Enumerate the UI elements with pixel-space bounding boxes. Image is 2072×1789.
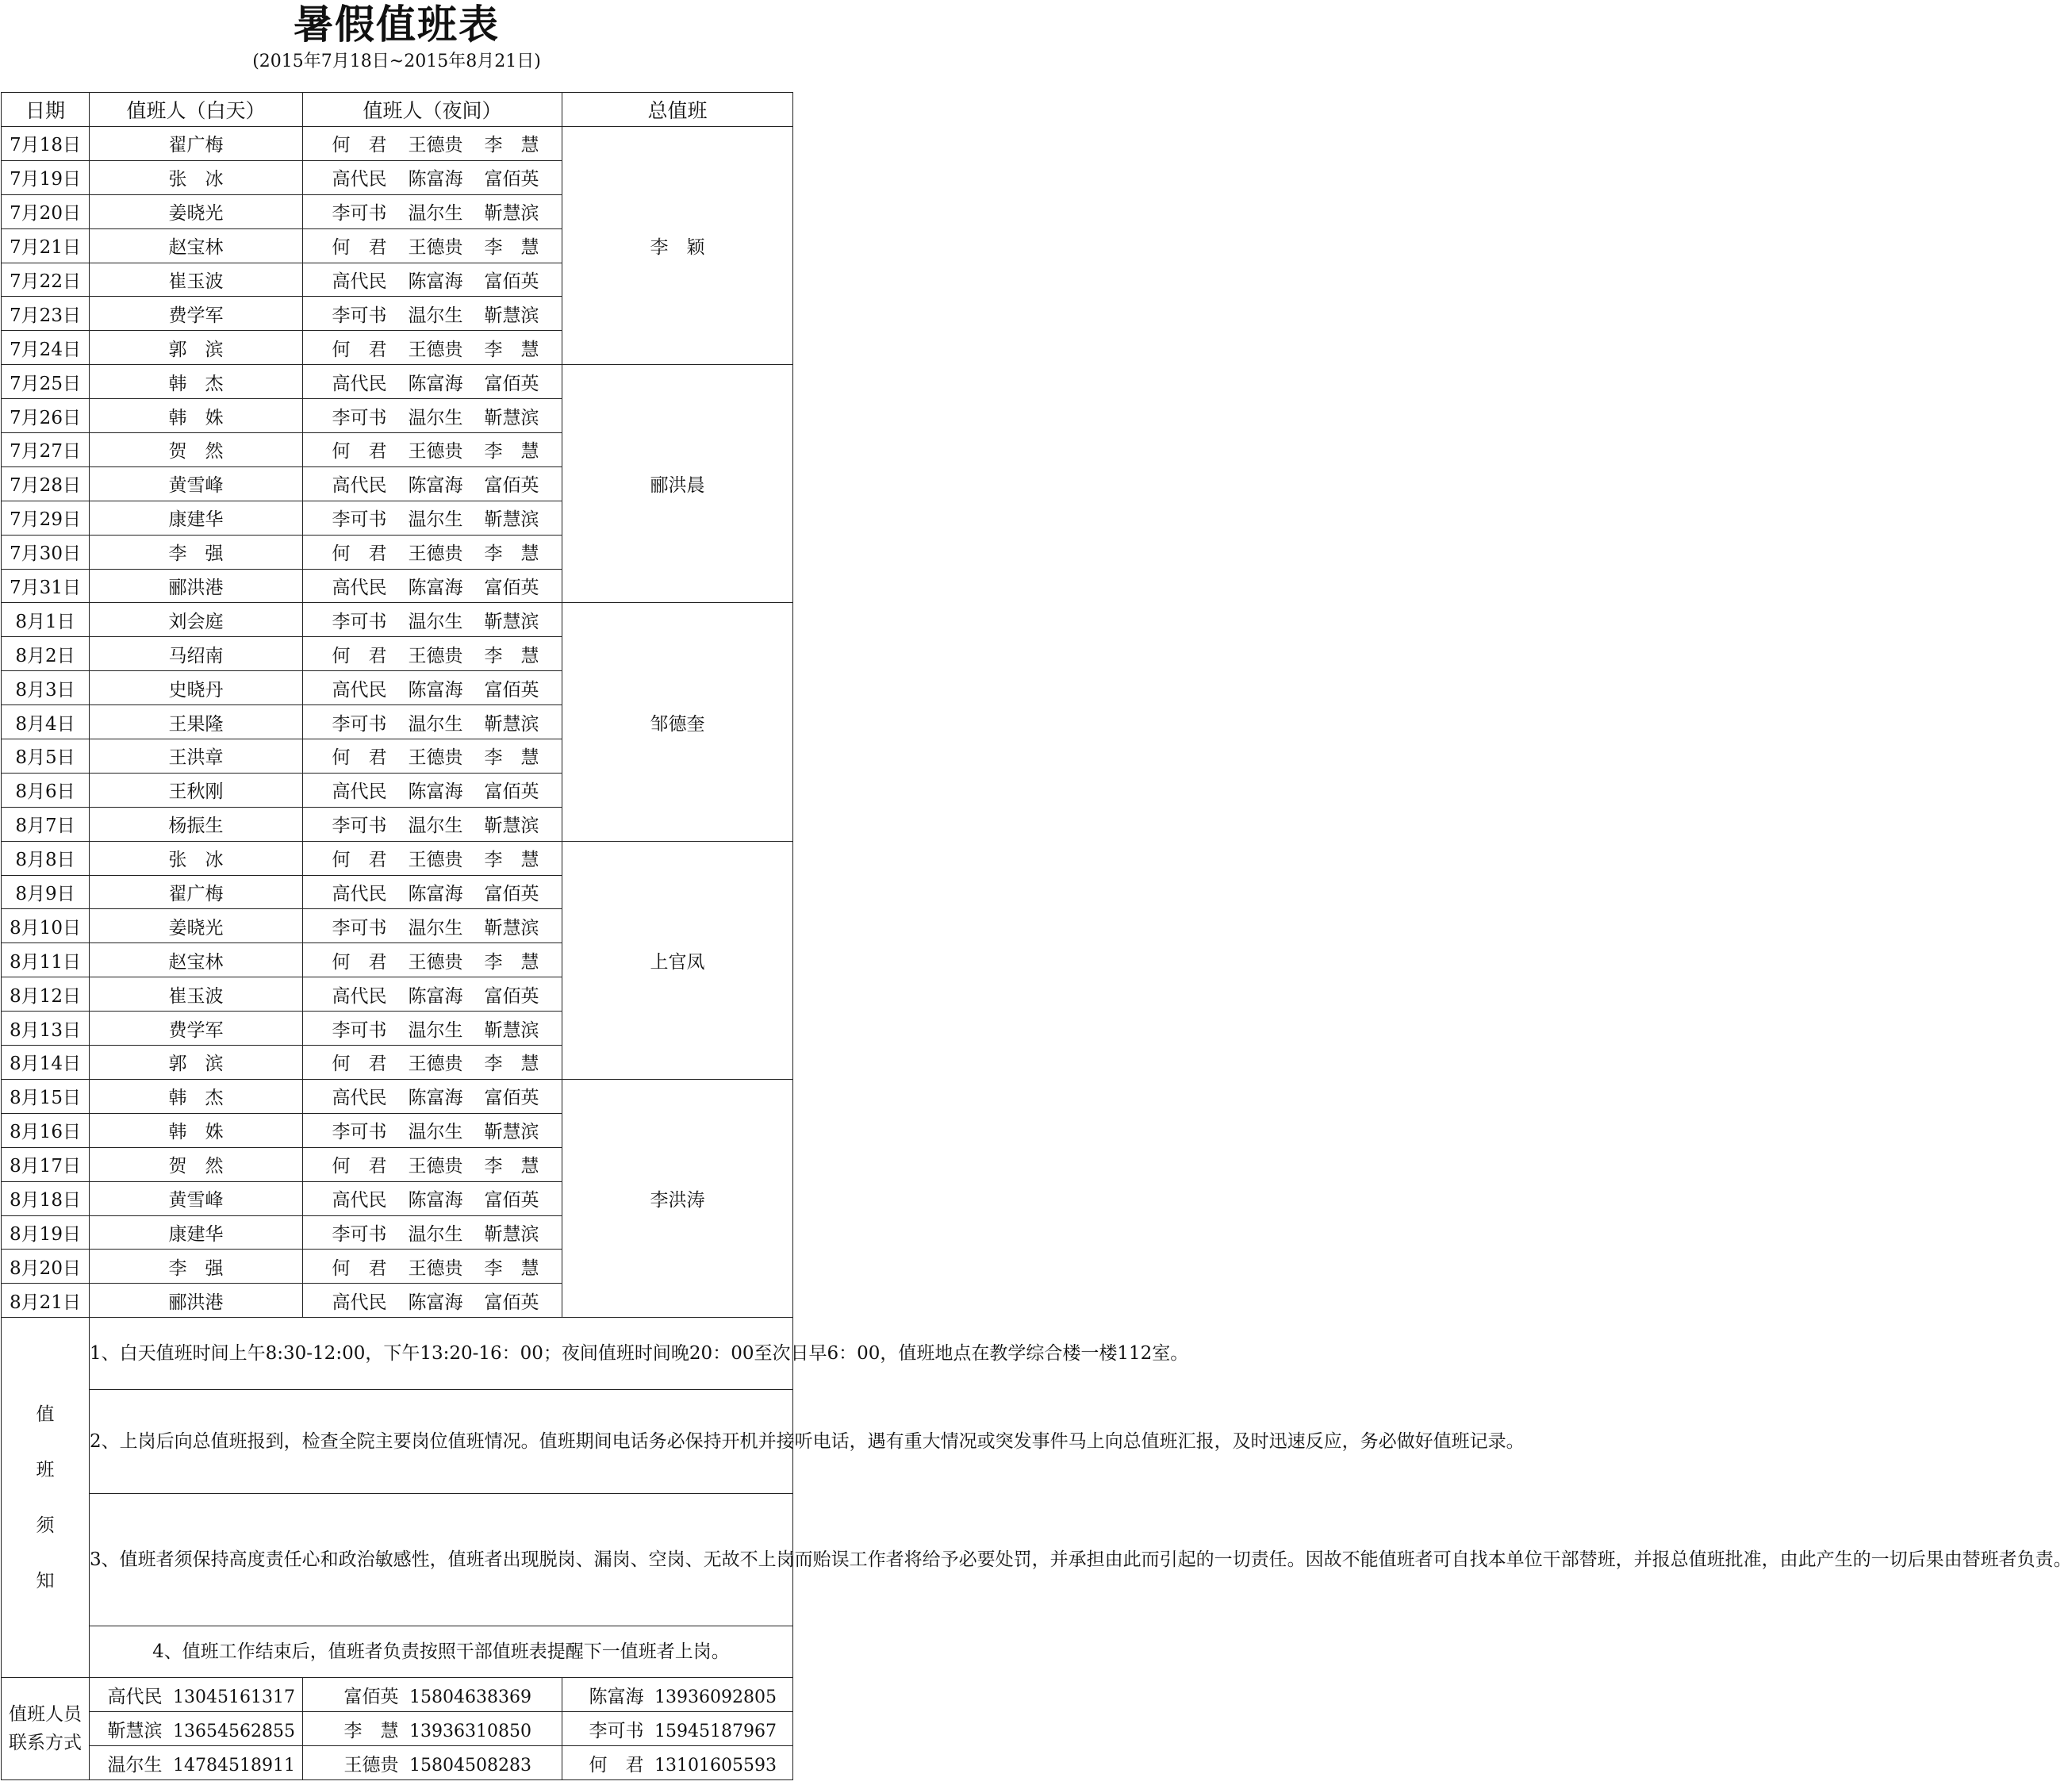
night-duty-person: 陈富海 [408, 373, 463, 394]
contact-name: 李可书 [589, 1720, 644, 1741]
duty-date: 7月26日 [2, 399, 90, 433]
night-duty-cell [303, 1284, 562, 1318]
night-duty-cell [303, 160, 562, 194]
duty-date: 7月27日 [2, 433, 90, 467]
night-duty-person: 何 君 [332, 747, 387, 769]
night-duty-person: 温尔生 [408, 611, 463, 632]
night-duty-person: 富佰英 [484, 475, 539, 497]
night-duty-cell [303, 399, 562, 433]
header-chief-duty: 总值班 [562, 93, 793, 127]
roster-row [2, 127, 793, 161]
night-duty-person: 高代民 [332, 169, 387, 190]
night-duty-person: 靳慧滨 [484, 305, 539, 326]
night-duty-person: 何 君 [332, 951, 387, 973]
night-duty-person: 李可书 [332, 407, 387, 428]
day-duty-person: 王洪章 [90, 739, 303, 774]
night-duty-person: 温尔生 [408, 1122, 463, 1143]
night-duty-person: 温尔生 [408, 203, 463, 225]
date-range-subtitle: (2015年7月18日~2015年8月21日) [252, 52, 541, 71]
night-duty-person: 李可书 [332, 917, 387, 939]
night-duty-person: 李可书 [332, 1019, 387, 1041]
day-duty-person: 郭 滨 [90, 1046, 303, 1080]
night-duty-person: 李 慧 [484, 747, 539, 769]
night-duty-person: 靳慧滨 [484, 611, 539, 632]
duty-date: 7月31日 [2, 569, 90, 603]
day-duty-person: 韩 姝 [90, 1113, 303, 1147]
night-duty-person: 靳慧滨 [484, 713, 539, 735]
duty-date: 7月20日 [2, 194, 90, 228]
night-duty-cell [303, 127, 562, 161]
night-duty-person: 何 君 [332, 543, 387, 565]
night-duty-person: 李可书 [332, 816, 387, 837]
night-duty-person: 李可书 [332, 611, 387, 632]
night-duty-person: 靳慧滨 [484, 203, 539, 225]
day-duty-person: 赵宝林 [90, 943, 303, 977]
night-duty-person: 王德贵 [408, 645, 463, 666]
night-duty-person: 王德贵 [408, 747, 463, 769]
day-duty-person: 韩 姝 [90, 399, 303, 433]
night-duty-cell [303, 466, 562, 501]
night-duty-person: 陈富海 [408, 1088, 463, 1109]
contact-cell [303, 1678, 562, 1712]
roster-row [2, 841, 793, 875]
note-item-2: 2、上岗后向总值班报到，检查全院主要岗位值班情况。值班期间电话务必保持开机并接听电话，遇有重大情况或突发事件马上向总值班汇报，及时迅速反应，务必做好值班记录。 [90, 1390, 793, 1494]
night-duty-person: 富佰英 [484, 373, 539, 394]
day-duty-person: 马绍南 [90, 637, 303, 671]
night-duty-cell [303, 1147, 562, 1181]
notes-title [2, 1318, 90, 1678]
night-duty-person: 李 慧 [484, 1156, 539, 1177]
night-duty-person: 王德贵 [408, 339, 463, 360]
chief-duty-person: 李洪涛 [562, 1079, 793, 1317]
notes-row [2, 1626, 793, 1678]
night-duty-person: 王德贵 [408, 1054, 463, 1075]
night-duty-person: 高代民 [332, 1088, 387, 1109]
duty-date: 7月28日 [2, 466, 90, 501]
night-duty-person: 陈富海 [408, 781, 463, 803]
night-duty-person: 王德贵 [408, 1156, 463, 1177]
night-duty-person: 何 君 [332, 645, 387, 666]
duty-date: 8月6日 [2, 773, 90, 807]
notes-title-char: 知 [36, 1570, 55, 1591]
day-duty-person: 贺 然 [90, 1147, 303, 1181]
day-duty-person: 康建华 [90, 501, 303, 535]
night-duty-person: 靳慧滨 [484, 509, 539, 531]
duty-date: 8月15日 [2, 1079, 90, 1113]
contact-phone: 13936092805 [654, 1687, 777, 1707]
header-row [2, 93, 793, 127]
night-duty-cell [303, 977, 562, 1012]
notes-row [2, 1318, 793, 1390]
header-date: 日期 [2, 93, 90, 127]
contact-cell [90, 1712, 303, 1746]
night-duty-person: 李 慧 [484, 1257, 539, 1279]
night-duty-person: 高代民 [332, 578, 387, 599]
day-duty-person: 费学军 [90, 297, 303, 331]
duty-date: 7月23日 [2, 297, 90, 331]
contact-name: 何 君 [589, 1754, 644, 1776]
duty-date: 8月1日 [2, 603, 90, 637]
duty-date: 8月18日 [2, 1181, 90, 1215]
duty-date: 7月22日 [2, 263, 90, 297]
night-duty-person: 靳慧滨 [484, 1019, 539, 1041]
contact-row [2, 1712, 793, 1746]
night-duty-person: 李 慧 [484, 1054, 539, 1075]
duty-date: 8月12日 [2, 977, 90, 1012]
night-duty-person: 温尔生 [408, 305, 463, 326]
night-duty-person: 何 君 [332, 1054, 387, 1075]
page-title: 暑假值班表 [294, 2, 500, 48]
day-duty-person: 刘会庭 [90, 603, 303, 637]
night-duty-person: 高代民 [332, 373, 387, 394]
day-duty-person: 姜晓光 [90, 194, 303, 228]
night-duty-person: 李可书 [332, 305, 387, 326]
night-duty-cell [303, 1079, 562, 1113]
duty-date: 8月8日 [2, 841, 90, 875]
day-duty-person: 韩 杰 [90, 1079, 303, 1113]
chief-duty-person: 李 颖 [562, 127, 793, 365]
night-duty-person: 高代民 [332, 1190, 387, 1211]
day-duty-person: 姜晓光 [90, 909, 303, 943]
night-duty-cell [303, 1046, 562, 1080]
night-duty-person: 何 君 [332, 850, 387, 871]
duty-roster-table [1, 92, 2072, 1780]
contact-cell [303, 1712, 562, 1746]
contacts-section [2, 1678, 793, 1780]
night-duty-person: 何 君 [332, 339, 387, 360]
night-duty-cell [303, 739, 562, 774]
night-duty-cell [303, 807, 562, 841]
note-item-1: 1、白天值班时间上午8:30-12:00，下午13:20-16：00；夜间值班时间晚20：00至次日早6：00，值班地点在教学综合楼一楼112室。 [90, 1318, 793, 1390]
night-duty-cell [303, 671, 562, 705]
night-duty-person: 王德贵 [408, 850, 463, 871]
night-duty-person: 高代民 [332, 781, 387, 803]
chief-duty-person: 上官凤 [562, 841, 793, 1079]
night-duty-person: 靳慧滨 [484, 1223, 539, 1245]
duty-date: 8月4日 [2, 705, 90, 739]
night-duty-cell [303, 841, 562, 875]
duty-date: 8月11日 [2, 943, 90, 977]
night-duty-person: 富佰英 [484, 679, 539, 701]
contact-cell [90, 1678, 303, 1712]
night-duty-cell [303, 1012, 562, 1046]
night-duty-person: 温尔生 [408, 407, 463, 428]
night-duty-cell [303, 909, 562, 943]
duty-date: 8月19日 [2, 1215, 90, 1250]
night-duty-person: 李可书 [332, 1122, 387, 1143]
night-duty-person: 靳慧滨 [484, 407, 539, 428]
night-duty-person: 陈富海 [408, 679, 463, 701]
note-item-3: 3、值班者须保持高度责任心和政治敏感性，值班者出现脱岗、漏岗、空岗、无故不上岗而贻误工作者将给予必要处罚，并承担由此而引起的一切责任。因故不能值班者可自找本单位干部替班，并报总值班批准，由此产生的一切后果由替班者负责。 [90, 1494, 793, 1626]
night-duty-person: 靳慧滨 [484, 917, 539, 939]
night-duty-person: 富佰英 [484, 578, 539, 599]
night-duty-cell [303, 1181, 562, 1215]
night-duty-person: 温尔生 [408, 816, 463, 837]
day-duty-person: 张 冰 [90, 841, 303, 875]
day-duty-person: 翟广梅 [90, 875, 303, 909]
day-duty-person: 费学军 [90, 1012, 303, 1046]
duty-date: 8月10日 [2, 909, 90, 943]
night-duty-person: 高代民 [332, 985, 387, 1007]
night-duty-person: 李 慧 [484, 237, 539, 259]
duty-date: 8月14日 [2, 1046, 90, 1080]
roster-row [2, 1079, 793, 1113]
night-duty-cell [303, 501, 562, 535]
night-duty-person: 富佰英 [484, 1190, 539, 1211]
contact-phone: 15945187967 [654, 1721, 777, 1741]
night-duty-person: 何 君 [332, 441, 387, 463]
night-duty-person: 李 慧 [484, 339, 539, 360]
duty-date: 8月20日 [2, 1250, 90, 1284]
notes-section [2, 1318, 2072, 1678]
night-duty-person: 李可书 [332, 203, 387, 225]
night-duty-person: 高代民 [332, 1292, 387, 1313]
night-duty-person: 李可书 [332, 509, 387, 531]
contact-phone: 13101605593 [654, 1755, 777, 1776]
day-duty-person: 杨振生 [90, 807, 303, 841]
night-duty-cell [303, 603, 562, 637]
night-duty-person: 陈富海 [408, 1292, 463, 1313]
night-duty-person: 李可书 [332, 713, 387, 735]
night-duty-person: 富佰英 [484, 985, 539, 1007]
contact-phone: 13045161317 [173, 1687, 295, 1707]
contact-phone: 13654562855 [173, 1721, 295, 1741]
day-duty-person: 李 强 [90, 1250, 303, 1284]
night-duty-person: 富佰英 [484, 781, 539, 803]
contact-cell [303, 1746, 562, 1780]
duty-date: 7月29日 [2, 501, 90, 535]
duty-date: 8月21日 [2, 1284, 90, 1318]
contact-phone: 15804638369 [409, 1687, 531, 1707]
night-duty-person: 陈富海 [408, 578, 463, 599]
day-duty-person: 崔玉波 [90, 977, 303, 1012]
duty-date: 7月18日 [2, 127, 90, 161]
night-duty-person: 高代民 [332, 475, 387, 497]
duty-date: 8月7日 [2, 807, 90, 841]
day-duty-person: 郦洪港 [90, 1284, 303, 1318]
night-duty-cell [303, 263, 562, 297]
contact-label [2, 1678, 90, 1780]
duty-date: 8月17日 [2, 1147, 90, 1181]
duty-date: 7月24日 [2, 331, 90, 365]
duty-date: 8月2日 [2, 637, 90, 671]
night-duty-person: 王德贵 [408, 951, 463, 973]
day-duty-person: 赵宝林 [90, 228, 303, 263]
day-duty-person: 黄雪峰 [90, 1181, 303, 1215]
header-night-duty: 值班人（夜间） [303, 93, 562, 127]
night-duty-person: 富佰英 [484, 271, 539, 292]
night-duty-cell [303, 331, 562, 365]
note-item-4: 4、值班工作结束后，值班者负责按照干部值班表提醒下一值班者上岗。 [90, 1626, 793, 1678]
night-duty-person: 富佰英 [484, 884, 539, 905]
night-duty-cell [303, 1113, 562, 1147]
chief-duty-person: 邹德奎 [562, 603, 793, 841]
duty-date: 8月3日 [2, 671, 90, 705]
night-duty-person: 高代民 [332, 679, 387, 701]
night-duty-person: 陈富海 [408, 985, 463, 1007]
contact-name: 高代民 [107, 1686, 163, 1707]
roster-row [2, 365, 793, 399]
contact-name: 富佰英 [343, 1686, 399, 1707]
contact-label-line: 联系方式 [9, 1733, 82, 1754]
roster-body [2, 93, 793, 1318]
night-duty-person: 陈富海 [408, 884, 463, 905]
night-duty-cell [303, 773, 562, 807]
night-duty-person: 王德贵 [408, 543, 463, 565]
notes-row [2, 1494, 793, 1626]
day-duty-person: 康建华 [90, 1215, 303, 1250]
day-duty-person: 史晓丹 [90, 671, 303, 705]
chief-duty-person: 郦洪晨 [562, 365, 793, 603]
night-duty-person: 王德贵 [408, 237, 463, 259]
night-duty-person: 王德贵 [408, 135, 463, 156]
night-duty-person: 何 君 [332, 237, 387, 259]
night-duty-person: 高代民 [332, 884, 387, 905]
night-duty-person: 陈富海 [408, 169, 463, 190]
night-duty-person: 陈富海 [408, 271, 463, 292]
day-duty-person: 翟广梅 [90, 127, 303, 161]
contact-cell [562, 1678, 793, 1712]
night-duty-cell [303, 535, 562, 569]
night-duty-person: 李 慧 [484, 850, 539, 871]
night-duty-person: 何 君 [332, 135, 387, 156]
duty-date: 8月5日 [2, 739, 90, 774]
night-duty-person: 王德贵 [408, 441, 463, 463]
night-duty-cell [303, 943, 562, 977]
day-duty-person: 黄雪峰 [90, 466, 303, 501]
header-day-duty: 值班人（白天） [90, 93, 303, 127]
night-duty-person: 富佰英 [484, 169, 539, 190]
duty-date: 8月9日 [2, 875, 90, 909]
night-duty-cell [303, 228, 562, 263]
day-duty-person: 张 冰 [90, 160, 303, 194]
night-duty-person: 富佰英 [484, 1292, 539, 1313]
night-duty-cell [303, 875, 562, 909]
contact-label-line: 值班人员 [9, 1704, 82, 1726]
night-duty-person: 何 君 [332, 1156, 387, 1177]
night-duty-person: 李 慧 [484, 645, 539, 666]
day-duty-person: 崔玉波 [90, 263, 303, 297]
night-duty-person: 温尔生 [408, 1223, 463, 1245]
day-duty-person: 贺 然 [90, 433, 303, 467]
night-duty-cell [303, 365, 562, 399]
day-duty-person: 郦洪港 [90, 569, 303, 603]
night-duty-person: 靳慧滨 [484, 1122, 539, 1143]
duty-date: 7月21日 [2, 228, 90, 263]
contact-name: 温尔生 [107, 1754, 163, 1776]
contact-row [2, 1678, 793, 1712]
night-duty-person: 靳慧滨 [484, 816, 539, 837]
duty-date: 7月19日 [2, 160, 90, 194]
contact-cell [562, 1746, 793, 1780]
roster-row [2, 603, 793, 637]
duty-date: 7月25日 [2, 365, 90, 399]
night-duty-cell [303, 433, 562, 467]
night-duty-person: 温尔生 [408, 917, 463, 939]
night-duty-person: 温尔生 [408, 713, 463, 735]
contact-row [2, 1746, 793, 1780]
night-duty-person: 李 慧 [484, 543, 539, 565]
day-duty-person: 郭 滨 [90, 331, 303, 365]
contact-phone: 15804508283 [409, 1755, 531, 1776]
night-duty-cell [303, 705, 562, 739]
contact-cell [562, 1712, 793, 1746]
duty-date: 7月30日 [2, 535, 90, 569]
night-duty-person: 何 君 [332, 1257, 387, 1279]
contact-name: 靳慧滨 [107, 1720, 163, 1741]
night-duty-person: 李可书 [332, 1223, 387, 1245]
night-duty-person: 李 慧 [484, 441, 539, 463]
night-duty-person: 温尔生 [408, 509, 463, 531]
duty-date: 8月16日 [2, 1113, 90, 1147]
night-duty-person: 李 慧 [484, 951, 539, 973]
contact-name: 陈富海 [589, 1686, 644, 1707]
contact-phone: 13936310850 [409, 1721, 531, 1741]
night-duty-person: 李 慧 [484, 135, 539, 156]
contact-name: 王德贵 [343, 1754, 399, 1776]
notes-title-char: 班 [36, 1459, 55, 1480]
night-duty-cell [303, 1215, 562, 1250]
night-duty-person: 王德贵 [408, 1257, 463, 1279]
night-duty-cell [303, 194, 562, 228]
day-duty-person: 韩 杰 [90, 365, 303, 399]
contact-cell [90, 1746, 303, 1780]
night-duty-cell [303, 569, 562, 603]
night-duty-cell [303, 637, 562, 671]
day-duty-person: 王秋刚 [90, 773, 303, 807]
notes-title-char: 须 [36, 1515, 55, 1536]
contact-name: 李 慧 [343, 1720, 399, 1741]
night-duty-person: 高代民 [332, 271, 387, 292]
day-duty-person: 王果隆 [90, 705, 303, 739]
day-duty-person: 李 强 [90, 535, 303, 569]
night-duty-person: 陈富海 [408, 475, 463, 497]
night-duty-person: 温尔生 [408, 1019, 463, 1041]
duty-date: 8月13日 [2, 1012, 90, 1046]
notes-row [2, 1390, 793, 1494]
contact-phone: 14784518911 [173, 1755, 295, 1776]
night-duty-person: 富佰英 [484, 1088, 539, 1109]
notes-title-char: 值 [36, 1403, 55, 1425]
night-duty-cell [303, 1250, 562, 1284]
night-duty-person: 陈富海 [408, 1190, 463, 1211]
night-duty-cell [303, 297, 562, 331]
